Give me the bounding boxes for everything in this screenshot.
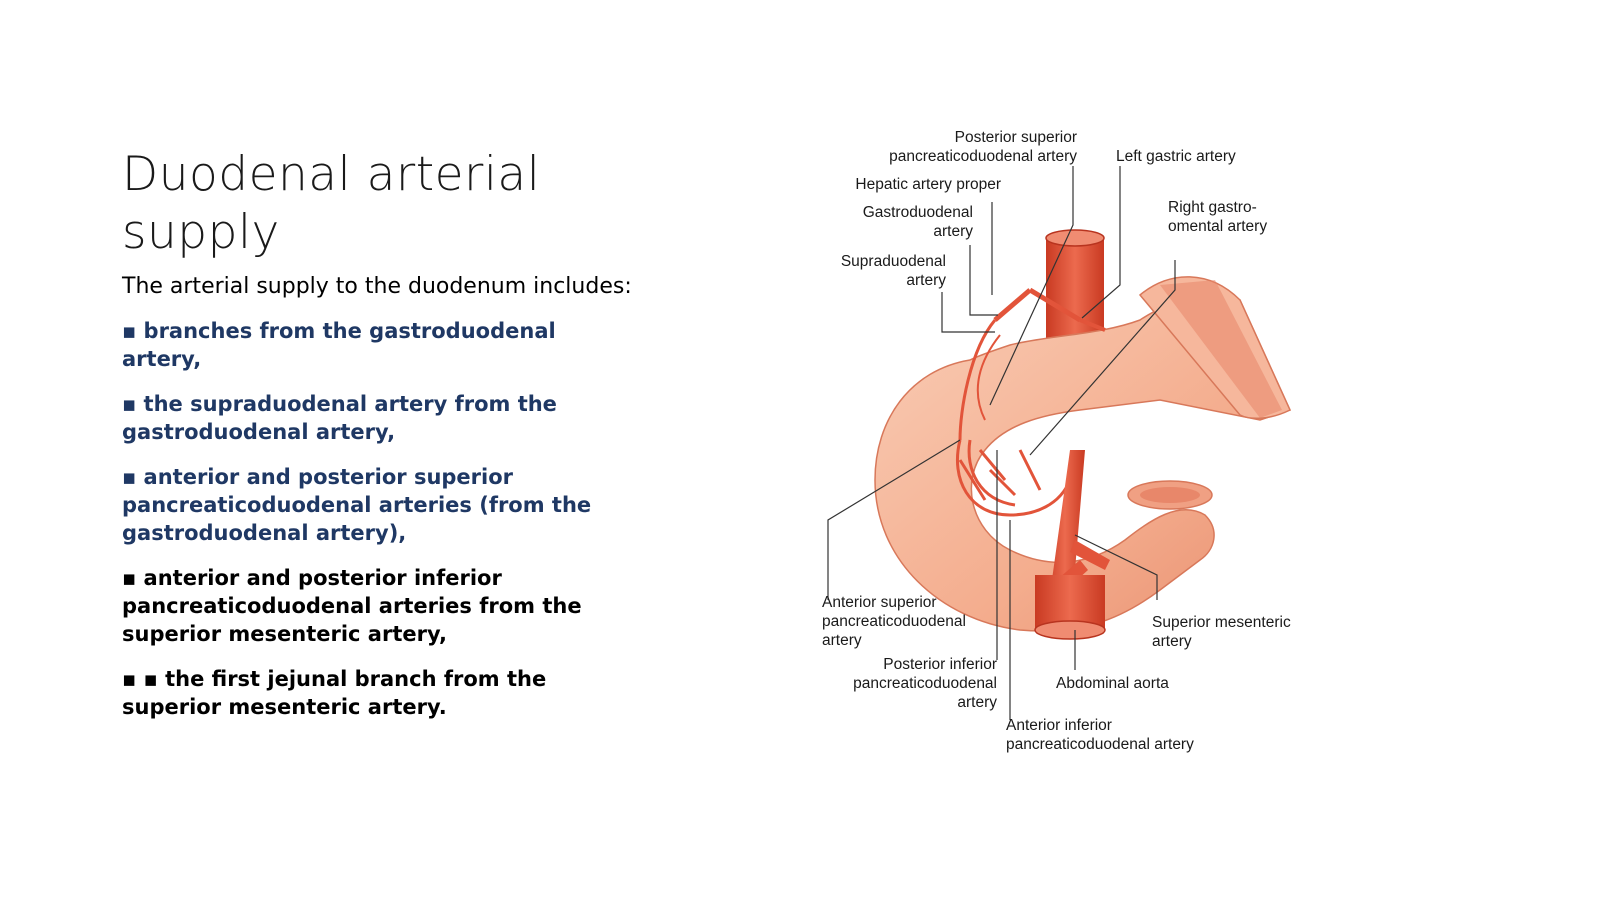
label-right-gastro-2: omental artery xyxy=(1168,218,1268,235)
label-posterior-inferior-2: pancreaticoduodenal xyxy=(853,675,997,692)
label-superior-mesenteric-2: artery xyxy=(1152,633,1192,650)
sma-and-aorta-illustration xyxy=(1035,450,1110,639)
bullet-gastroduodenal-branches: ▪ branches from the gastroduodenal artery, xyxy=(122,319,556,371)
label-anterior-inferior-2: pancreaticoduodenal artery xyxy=(1006,736,1194,753)
label-gastroduodenal-1: Gastroduodenal xyxy=(862,204,973,221)
label-posterior-superior-1: Posterior superior xyxy=(954,129,1077,146)
label-posterior-superior-2: pancreaticoduodenal artery xyxy=(889,148,1077,165)
bullet-inferior-pancreaticoduodenal: ▪ anterior and posterior inferior pancreaticoduodenal arteries from the superior mesenteric artery, xyxy=(122,566,582,646)
bullet-first-jejunal: ▪ ▪ the first jejunal branch from the superior mesenteric artery. xyxy=(122,667,547,719)
label-posterior-inferior-3: artery xyxy=(957,694,997,711)
intro-text: The arterial supply to the duodenum includes: xyxy=(122,274,632,299)
duodenum-arterial-diagram xyxy=(820,120,1340,780)
slide-title xyxy=(122,146,642,262)
bullet-supraduodenal: ▪ the supraduodenal artery from the gastroduodenal artery, xyxy=(122,392,557,444)
label-supraduodenal-2: artery xyxy=(906,272,946,289)
bullet-superior-pancreaticoduodenal: ▪ anterior and posterior superior pancreaticoduodenal arteries (from the gastroduodenal artery), xyxy=(122,465,592,545)
slide-body xyxy=(122,272,642,738)
label-supraduodenal-1: Supraduodenal xyxy=(840,253,946,270)
diagram-svg xyxy=(820,120,1340,780)
label-anterior-superior-3: artery xyxy=(822,632,862,649)
label-anterior-superior-2: pancreaticoduodenal xyxy=(822,613,966,630)
label-gastroduodenal-2: artery xyxy=(933,223,973,240)
label-right-gastro-1: Right gastro- xyxy=(1168,199,1257,216)
label-abdominal-aorta: Abdominal aorta xyxy=(1056,675,1169,692)
label-anterior-superior-1: Anterior superior xyxy=(822,594,937,611)
label-hepatic-proper: Hepatic artery proper xyxy=(855,176,1001,193)
aorta-upper-illustration xyxy=(1046,230,1104,348)
label-posterior-inferior-1: Posterior inferior xyxy=(883,656,997,673)
title-line-2: supply xyxy=(122,205,280,260)
label-anterior-inferior-1: Anterior inferior xyxy=(1006,717,1112,734)
label-left-gastric: Left gastric artery xyxy=(1116,148,1236,165)
label-superior-mesenteric-1: Superior mesenteric xyxy=(1152,614,1291,631)
title-line-1: Duodenal arterial xyxy=(122,147,541,202)
